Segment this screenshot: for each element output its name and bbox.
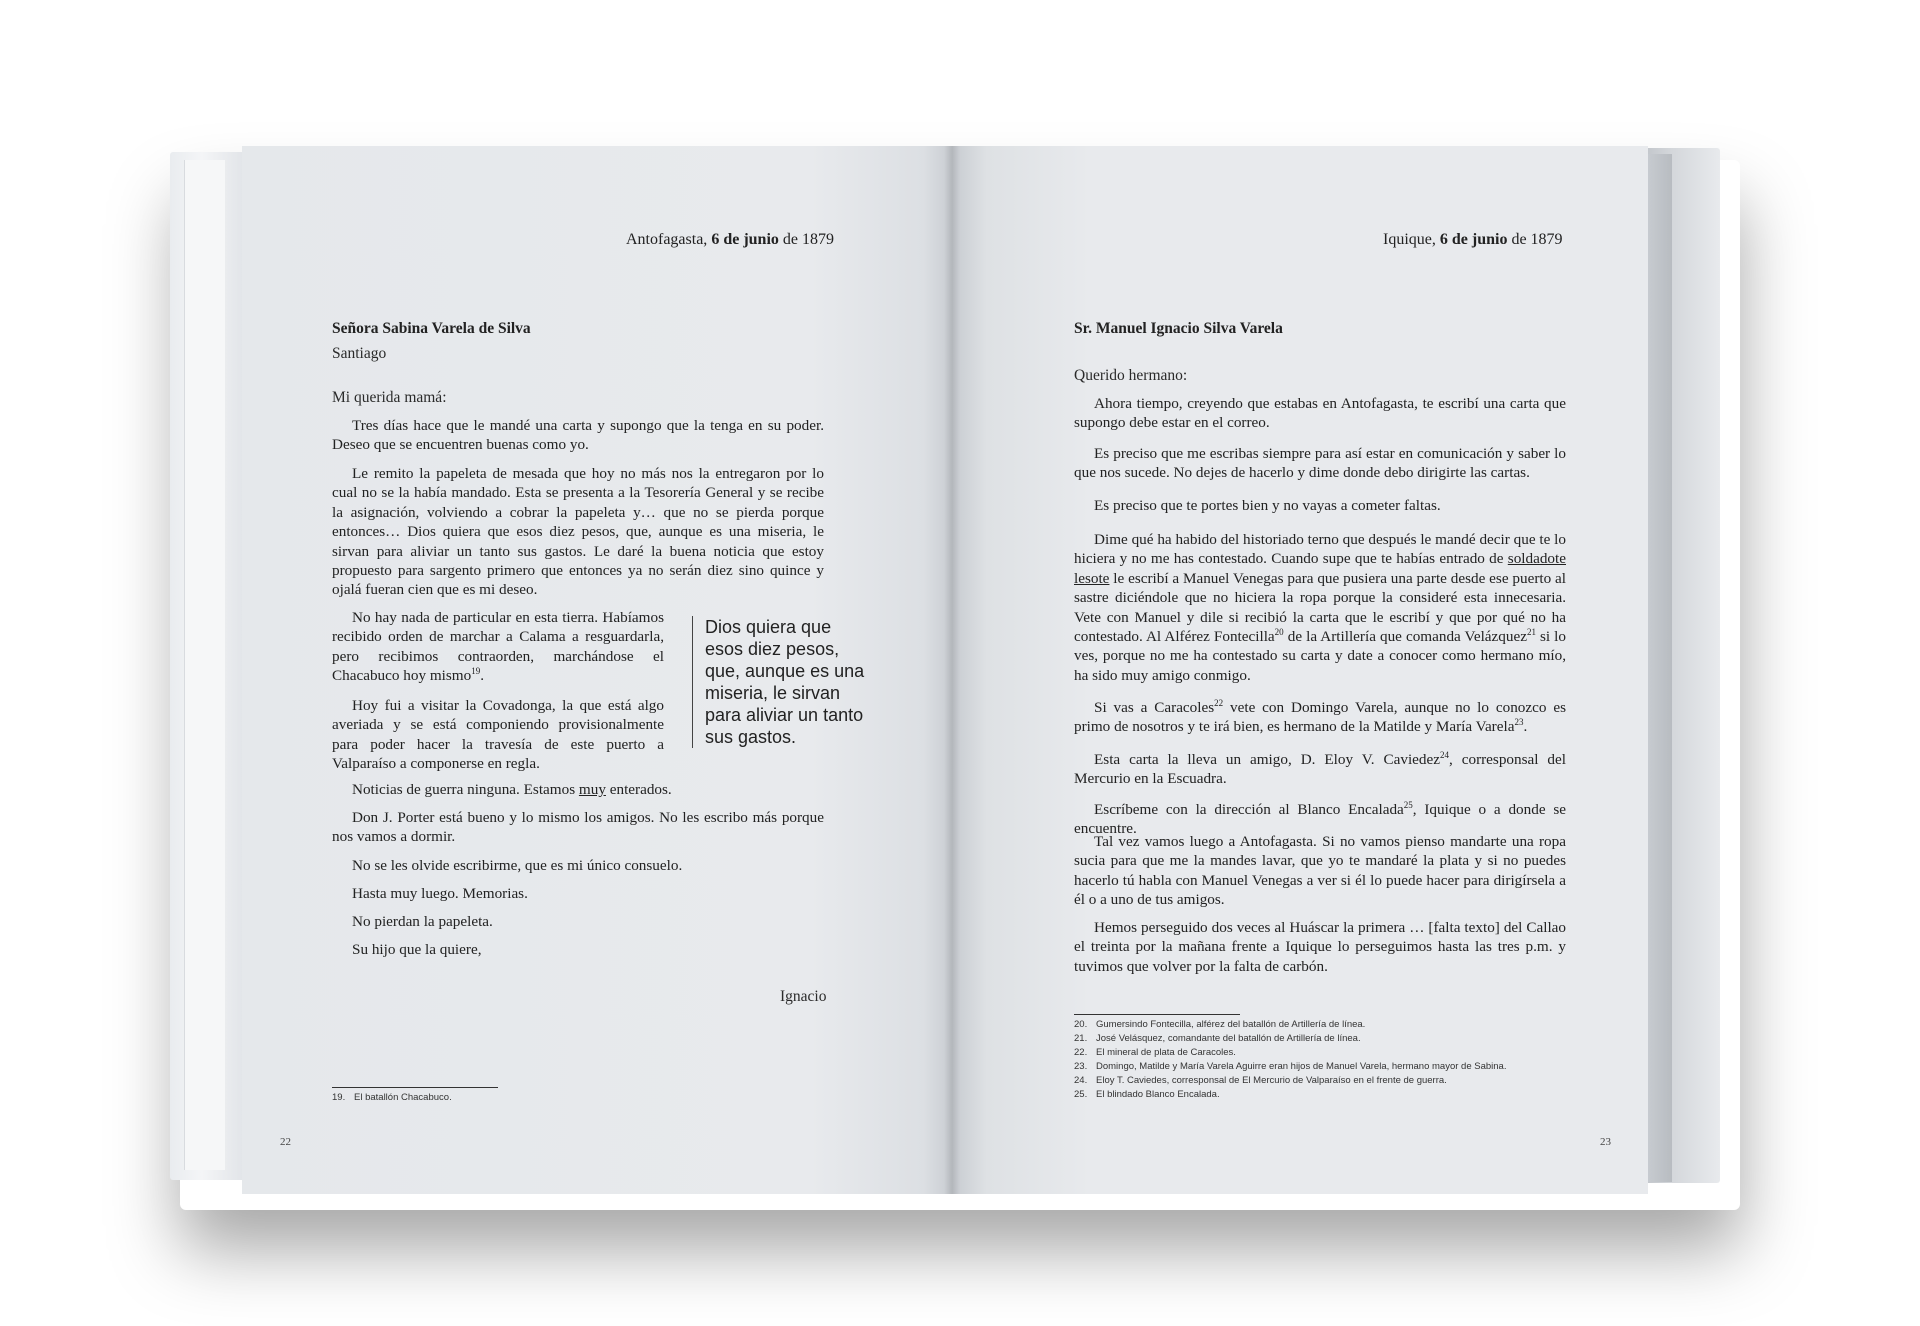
left-paragraph-4: Hoy fui a visitar la Covadonga, la que está algo averiada y se está componiendo provisionalmente para poder hacer la travesía de este puerto a Valparaíso a componerse en regla. xyxy=(332,697,664,773)
right-paragraph-5: Si vas a Caracoles$^{22}$ vete con Domingo Varela, aunque no lo conozco es primo de nosotros y te irá bien, es hermano de la Matilde y María Varela$^{23}$. xyxy=(1074,697,1566,736)
left-page-stack-inner xyxy=(184,160,225,1170)
left-salutation: Mi querida mamá: xyxy=(332,389,447,406)
right-footnote-25: 25. El blindado Blanco Encalada. xyxy=(1074,1089,1220,1100)
right-footnote-21: 21. José Velásquez, comandante del batallón de Artillería de línea. xyxy=(1074,1033,1361,1044)
book-gutter xyxy=(944,146,960,1194)
left-paragraph-10: Su hijo que la quiere, xyxy=(352,941,482,958)
right-paragraph-1: Ahora tiempo, creyendo que estabas en Antofagasta, te escribí una carta que supongo debe estar en el correo. xyxy=(1074,395,1566,432)
left-signature: Ignacio xyxy=(780,988,827,1005)
left-paragraph-8: Hasta muy luego. Memorias. xyxy=(352,885,528,902)
right-dateline: Iquique, 6 de junio de 1879 xyxy=(1383,231,1563,248)
pull-quote: Dios quiera que esos diez pesos, que, aunque es una miseria, le sirvan para aliviar un tanto sus gastos. xyxy=(692,616,865,748)
left-paragraph-7: No se les olvide escribirme, que es mi único consuelo. xyxy=(352,857,683,874)
right-salutation: Querido hermano: xyxy=(1074,367,1188,384)
left-dateline: Antofagasta, 6 de junio de 1879 xyxy=(626,231,834,248)
right-paragraph-4: Dime qué ha habido del historiado terno que después le mandé decir que te lo hiciera y no me has contestado. Cuando supe que te habías entrado de soldadote lesote le escribí a Manuel Venegas para que pusiera una parte desde ese puerto al sastre diciéndole que no hiciera la ropa porque la consideré esta innecesaria. Vete con Manuel y dile si recibió la carta que le escribí y que por qué no ha contestado. Al Alférez Fontecilla$^{20}$ de la Artillería que comanda Velázquez$^{21}$ si lo ves, porque no me ha contestado su carta y date a conocer como hermano mío, ha sido muy amigo conmigo. xyxy=(1074,531,1566,684)
left-footnote-rule xyxy=(332,1087,498,1088)
right-paragraph-3: Es preciso que te portes bien y no vayas a cometer faltas. xyxy=(1094,497,1441,514)
left-page-number: 22 xyxy=(280,1136,291,1148)
right-paragraph-6: Esta carta la lleva un amigo, D. Eloy V. Caviedez$^{24}$, corresponsal del Mercurio en la Escuadra. xyxy=(1074,749,1566,788)
left-city: Santiago xyxy=(332,345,387,362)
left-paragraph-3: No hay nada de particular en esta tierra. Habíamos recibido orden de marchar a Calama a resguardarla, pero recibimos contraorden, marchándose el Chacabuco hoy mismo$^{19}$. xyxy=(332,609,664,685)
left-paragraph-2: Le remito la papeleta de mesada que hoy no más nos la entregaron por lo cual no se la había mandado. Esta se presenta a la Tesorería General y se recibe la asignación, volviendo a cobrar la papeleta y… que no se pierda porque entonces… Dios quiera que esos diez pesos, que, aunque es una miseria, le sirvan para aliviar un tanto sus gastos. Le daré la buena noticia que estoy propuesto para sargento primero que entonces ya no serán diez sino quince y ojalá fueran cien que es mi deseo. xyxy=(332,465,824,599)
left-paragraph-6: Don J. Porter está bueno y lo mismo los amigos. No les escribo más porque nos vamos a dormir. xyxy=(332,809,824,846)
right-paragraph-9: Hemos perseguido dos veces al Huáscar la primera … [falta texto] del Callao el treinta por la mañana frente a Iquique lo perseguimos hasta las tres p.m. y tuvimos que volver por la falta de carbón. xyxy=(1074,919,1566,975)
right-addressee: Sr. Manuel Ignacio Silva Varela xyxy=(1074,320,1283,337)
right-footnote-20: 20. Gumersindo Fontecilla, alférez del batallón de Artillería de línea. xyxy=(1074,1019,1366,1030)
right-paragraph-8: Tal vez vamos luego a Antofagasta. Si no vamos pienso mandarte una ropa sucia para que me la mandes lavar, que yo te mandaré la plata y si no puedes hacerlo tú habla con Manuel Venegas a ver si él lo puede hacer para dirigírsela a él o a uno de tus amigos. xyxy=(1074,833,1566,909)
right-paragraph-2: Es preciso que me escribas siempre para así estar en comunicación y saber lo que nos sucede. No dejes de hacerlo y dime donde debo dirigirte las cartas. xyxy=(1074,445,1566,482)
left-paragraph-9: No pierdan la papeleta. xyxy=(352,913,493,930)
left-footnote-19: 19. El batallón Chacabuco. xyxy=(332,1092,452,1103)
right-page-number: 23 xyxy=(1600,1136,1611,1148)
right-footnote-23: 23. Domingo, Matilde y María Varela Aguirre eran hijos de Manuel Varela, hermano mayor de Sabina. xyxy=(1074,1061,1507,1072)
left-addressee: Señora Sabina Varela de Silva xyxy=(332,320,531,337)
left-paragraph-5: Noticias de guerra ninguna. Estamos muy enterados. xyxy=(352,781,672,798)
right-footnote-rule xyxy=(1074,1014,1240,1015)
right-footnote-22: 22. El mineral de plata de Caracoles. xyxy=(1074,1047,1236,1058)
right-paragraph-7: Escríbeme con la dirección al Blanco Encalada$^{25}$, Iquique o a donde se encuentre. xyxy=(1074,799,1566,838)
right-footnote-24: 24. Eloy T. Caviedes, corresponsal de El Mercurio de Valparaíso en el frente de guerra. xyxy=(1074,1075,1447,1086)
left-paragraph-1: Tres días hace que le mandé una carta y supongo que la tenga en su poder. Deseo que se encuentren buenas como yo. xyxy=(332,417,824,454)
right-page-stack-inner xyxy=(1646,154,1672,1182)
